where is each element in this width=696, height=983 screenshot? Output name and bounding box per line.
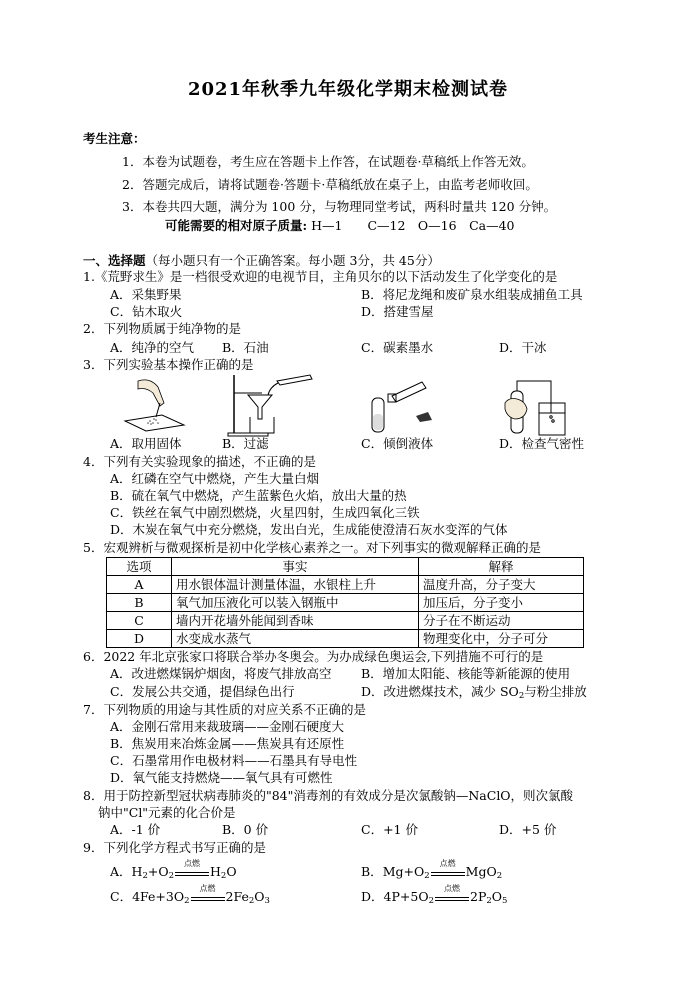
q7-option-a: A．金刚石常用来裁玻璃——金刚石硬度大 bbox=[110, 719, 345, 734]
q9-option-a: A．$H_2+O_2$ 点燃 $H_2O$ bbox=[110, 858, 237, 881]
q9-option-c: C．$4Fe+3O_2$ 点燃 $2Fe_2O_3$ bbox=[110, 883, 270, 906]
section-1-note: （每小题只有一个正确答案。每小题 3分，共 45分） bbox=[145, 253, 440, 268]
q4-stem: 4．下列有关实验现象的描述，不正确的是 bbox=[83, 454, 316, 469]
condition-label: 点燃 bbox=[439, 858, 456, 868]
notice-item-3: 3．本卷共四大题，满分为 100 分，与物理同堂考试，两科时量共 120 分钟。 bbox=[122, 199, 557, 214]
q8-option-a: A．-1 价 bbox=[110, 822, 161, 837]
q2-option-c: C．碳素墨水 bbox=[361, 340, 434, 355]
atomic-masses-values: H—1 C—12 O—16 Ca—40 bbox=[311, 218, 515, 233]
table-row bbox=[107, 630, 584, 648]
table-header: 事实 bbox=[172, 558, 419, 576]
q2-option-a: A．纯净的空气 bbox=[110, 340, 195, 355]
table-row bbox=[107, 576, 584, 594]
atomic-masses-line bbox=[165, 218, 515, 234]
table-cell: 水变成水蒸气 bbox=[172, 630, 419, 648]
q3-option-b: B．过滤 bbox=[222, 436, 269, 451]
airtightness-check-illustration bbox=[503, 373, 573, 439]
q1-option-b: B．将尼龙绳和废矿泉水组装成捕鱼工具 bbox=[361, 287, 583, 302]
q3-option-a: A．取用固体 bbox=[110, 436, 182, 451]
q2-stem: 2．下列物质属于纯净物的是 bbox=[83, 321, 241, 336]
q4-option-b: B．硫在氧气中燃烧，产生蓝紫色火焰，放出大量的热 bbox=[110, 488, 407, 503]
q7-option-c: C．石墨常用作电极材料——石墨具有导电性 bbox=[110, 753, 358, 768]
table-header: 选项 bbox=[107, 558, 172, 576]
q6-option-c: C．发展公共交通，提倡绿色出行 bbox=[110, 684, 295, 699]
table-cell: A bbox=[107, 576, 172, 594]
q2-option-d: D．干冰 bbox=[499, 340, 547, 355]
notice-heading: 考生注意： bbox=[83, 131, 146, 146]
q7-stem: 7．下列物质的用途与其性质的对应关系不正确的是 bbox=[83, 702, 366, 717]
pouring-liquid-illustration bbox=[370, 376, 450, 436]
q3-option-d: D．检查气密性 bbox=[499, 436, 585, 451]
q5-facts-table bbox=[106, 557, 584, 648]
q6-option-b: B．增加太阳能、核能等新能源的使用 bbox=[361, 666, 571, 681]
section-1-heading-line bbox=[83, 253, 440, 269]
q6-option-d: D．改进燃煤技术，减少 $SO_2$与粉尘排放 bbox=[361, 684, 587, 701]
table-cell: D bbox=[107, 630, 172, 648]
take-solid-illustration bbox=[120, 373, 190, 433]
table-cell: B bbox=[107, 594, 172, 612]
condition-label: 点燃 bbox=[199, 883, 216, 893]
table-row bbox=[107, 612, 584, 630]
table-cell: 加压后，分子变小 bbox=[419, 594, 584, 612]
condition-label: 点燃 bbox=[184, 858, 201, 868]
notice-item-1: 1．本卷为试题卷，考生应在答题卡上作答，在试题卷·草稿纸上作答无效。 bbox=[122, 154, 534, 169]
q8-option-d: D．+5 价 bbox=[499, 822, 557, 837]
condition-label: 点燃 bbox=[444, 883, 460, 893]
q8-option-c: C．+1 价 bbox=[361, 822, 418, 837]
q9-option-d: D．$4P+5O_2$ 点燃 $2P_2O_5$ bbox=[361, 883, 508, 906]
table-cell: 氧气加压液化可以装入钢瓶中 bbox=[172, 594, 419, 612]
table-cell: C bbox=[107, 612, 172, 630]
table-cell: 温度升高，分子变大 bbox=[419, 576, 584, 594]
q3-stem: 3．下列实验基本操作正确的是 bbox=[83, 357, 254, 372]
q9-option-b: B．$Mg+O_2$ 点燃 MgO$_2$ bbox=[361, 858, 503, 881]
atomic-masses-label: 可能需要的相对原子质量: bbox=[165, 218, 308, 233]
q7-option-b: B．焦炭用来冶炼金属——焦炭具有还原性 bbox=[110, 736, 345, 751]
q8-stem-line-1: 8．用于防控新型冠状病毒肺炎的"84"消毒剂的有效成分是次氯酸钠—NaClO，则次氯酸 bbox=[83, 788, 574, 803]
q9-stem: 9．下列化学方程式书写正确的是 bbox=[83, 840, 266, 855]
q1-option-c: C．钻木取火 bbox=[110, 304, 183, 319]
q7-option-d: D．氧气能支持燃烧——氧气具有可燃性 bbox=[110, 770, 333, 785]
page-title: 2021年秋季九年级化学期末检测试卷 bbox=[187, 79, 509, 100]
q8-stem-line-2: 钠中"Cl"元素的化合价是 bbox=[98, 805, 236, 820]
q4-option-d: D．木炭在氧气中充分燃烧，发出白光，生成能使澄清石灰水变浑的气体 bbox=[110, 522, 508, 537]
notice-item-2: 2．答题完成后，请将试题卷·答题卡·草稿纸放在桌子上，由监考老师收回。 bbox=[122, 177, 538, 192]
q5-stem: 5．宏观辨析与微观探析是初中化学核心素养之一。对下列事实的微观解释正确的是 bbox=[83, 540, 541, 555]
q4-option-c: C．铁丝在氧气中剧烈燃烧，火星四射，生成四氧化三铁 bbox=[110, 505, 420, 520]
section-1-heading: 一、选择题 bbox=[83, 253, 146, 268]
table-cell: 物理变化中，分子可分 bbox=[419, 630, 584, 648]
q6-option-a: A．改进燃煤锅炉烟囱，将废气排放高空 bbox=[110, 666, 332, 681]
q3-option-c: C．倾倒液体 bbox=[361, 436, 434, 451]
table-cell: 用水银体温计测量体温，水银柱上升 bbox=[172, 576, 419, 594]
table-row bbox=[107, 594, 584, 612]
table-header: 解释 bbox=[419, 558, 584, 576]
q1-option-a: A．采集野果 bbox=[110, 287, 182, 302]
table-cell: 墙内开花墙外能闻到香味 bbox=[172, 612, 419, 630]
filtration-illustration bbox=[222, 371, 318, 437]
q8-option-b: B．0 价 bbox=[222, 822, 269, 837]
table-header-row bbox=[107, 558, 584, 576]
q2-option-b: B．石油 bbox=[222, 340, 269, 355]
q6-stem: 6．2022 年北京张家口将联合举办冬奥会。为办成绿色奥运会,下列措施不可行的是 bbox=[83, 649, 544, 664]
q1-stem: 1.《荒野求生》是一档很受欢迎的电视节目，主角贝尔的以下活动发生了化学变化的是 bbox=[83, 269, 558, 284]
q1-option-d: D．搭建雪屋 bbox=[361, 304, 434, 319]
q4-option-a: A．红磷在空气中燃烧，产生大量白烟 bbox=[110, 471, 320, 486]
table-cell: 分子在不断运动 bbox=[419, 612, 584, 630]
